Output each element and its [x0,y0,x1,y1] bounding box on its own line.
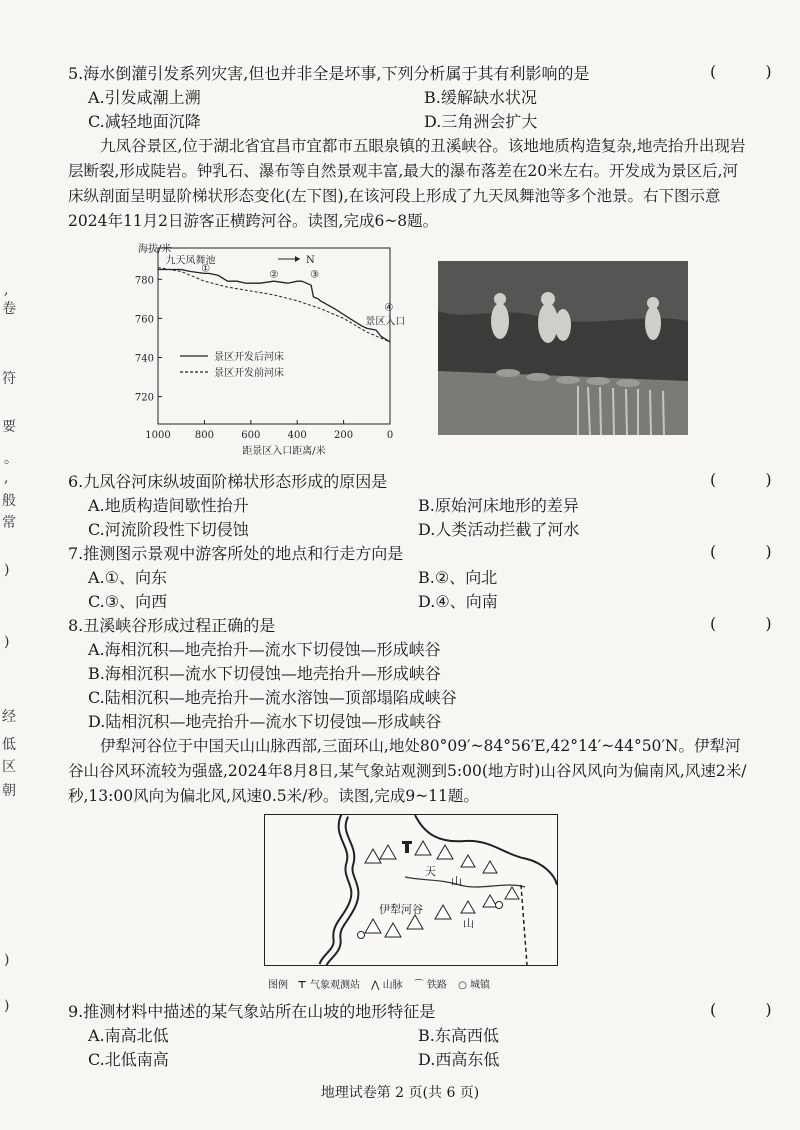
option-a: A.海相沉积—地壳抬升—流水下切侵蚀—形成峡谷 [88,640,441,659]
town-icon [496,902,503,909]
option-c: C.③、向西 [88,592,168,611]
legend-item-mountain: 山脉 [382,980,403,991]
option-a: A.地质构造间歇性抬升 [88,496,249,515]
option-b: B.缓解缺水状况 [424,88,537,107]
river-profile-chart [128,238,408,460]
x-tick-label: 400 [287,430,307,441]
y-axis-label: 海拔/米 [138,244,172,255]
option-b: B.东高西低 [418,1026,499,1045]
map-legend [268,976,490,991]
margin-mark: ) [4,952,10,968]
answer-paren: ( ) [710,62,794,81]
margin-mark: , [4,470,9,486]
margin-mark: 低 [2,737,16,753]
margin-mark: 符 [2,371,16,387]
chart-annotation: ① [201,263,211,275]
weather-station-icon [402,841,412,853]
weather-station-icon: ⊤ [297,980,307,991]
passage-jiufenggu: 九凤谷景区,位于湖北省宜昌市宜都市五眼泉镇的丑溪峡谷。该地地质构造复杂,地壳抬升出现岩层断裂,形成陡岩。钟乳石、瀑布等自然景观丰富,最大的瀑布落差在20米左右。开发成为景区后,河床纵剖面呈明显阶梯状形态变化(左下图),在该河段上形成了九天凤舞池等多个池景。右下图示意2024年11月2日游客正横跨河谷。读图,完成6~8题。 [68,137,746,230]
map-label-yili-valley: 伊犁河谷 [379,903,423,916]
answer-paren: ( ) [710,542,794,561]
mountain-icon: ⋀ [371,980,380,991]
north-label: N [306,255,315,266]
map-label-shan-2: 山 [463,917,474,930]
margin-mark: ) [4,634,10,650]
chart-annotation: 景区入口 [365,316,406,328]
y-tick-label: 740 [134,353,154,365]
legend-item-town: 城镇 [470,980,491,991]
tourists-photo [438,261,688,435]
question-stem: 7.推测图示景观中游客所处的地点和行走方向是 [68,544,404,563]
margin-mark: 要 [2,419,16,435]
margin-mark: 卷 [2,301,16,317]
yili-valley-map [264,814,558,966]
answer-paren: ( ) [710,614,794,633]
option-b: B.原始河床地形的差异 [418,496,579,515]
y-tick-label: 780 [134,275,154,287]
x-tick-label: 200 [334,430,354,441]
question-stem: 8.丑溪峡谷形成过程正确的是 [68,616,276,635]
margin-mark: 朝 [2,783,16,799]
option-d: D.西高东低 [418,1050,500,1069]
question-stem: 6.九凤谷河床纵坡面阶梯状形态形成的原因是 [68,472,388,491]
answer-paren: ( ) [710,1000,794,1019]
passage-yili: 伊犁河谷位于中国天山山脉西部,三面环山,地处80°09′~84°56′E,42°14′~44°50′N。伊犁河谷山谷风环流较为强盛,2024年8月8日,某气象站观测到5:00(地方时)山谷风风向为偏南风,风速2米/秒,13:00风向为偏北风,风速0.5米/秒。读图,完成9~11题。 [68,737,747,805]
option-d: D.人类活动拦截了河水 [418,520,580,539]
town-icon [358,932,365,939]
river [405,877,525,887]
option-c: C.减轻地面沉降 [88,112,201,131]
option-b: B.海相沉积—流水下切侵蚀—地壳抬升—形成峡谷 [88,664,441,683]
option-a: A.引发咸潮上溯 [88,88,201,107]
x-tick-label: 0 [386,430,394,441]
legend-item-railway: 铁路 [426,980,447,991]
town-icon: ○ [458,980,467,991]
answer-paren: ( ) [710,470,794,489]
option-c: C.河流阶段性下切侵蚀 [88,520,249,539]
page-footer: 地理试卷第 2 页(共 6 页) [320,1085,480,1101]
option-a: A.①、向东 [88,568,167,587]
photo-scene [438,261,688,435]
y-tick-label: 760 [134,314,154,326]
chart-annotation: ② [269,269,279,281]
series-line-1 [158,270,390,342]
option-b: B.②、向北 [418,568,498,587]
margin-mark: 般 [2,493,16,509]
north-arrow-head-icon [295,256,300,262]
x-tick-label: 600 [241,430,261,441]
map-drawing [265,815,557,965]
y-tick-label: 720 [134,392,154,404]
railway-icon: ⌒ [413,980,424,991]
margin-mark: ) [4,998,10,1014]
margin-mark: 常 [2,515,16,531]
legend-label: 景区开发后河床 [214,352,284,363]
question-stem: 9.推测材料中描述的某气象站所在山坡的地形特征是 [68,1002,436,1021]
x-tick-label: 1000 [145,430,171,441]
option-d: D.陆相沉积—地壳抬升—流水下切侵蚀—形成峡谷 [88,712,442,731]
railway [415,815,557,885]
option-a: A.南高北低 [88,1026,169,1045]
option-c: C.陆相沉积—地壳抬升—流水溶蚀—顶部塌陷成峡谷 [88,688,457,707]
margin-mark: ) [4,562,10,578]
chart-annotation: ③ [310,269,320,281]
map-label-tian: 天 [425,865,436,878]
option-c: C.北低南高 [88,1050,169,1069]
chart-annotation: 九天凤舞池 [165,255,216,267]
question-stem: 5.海水倒灌引发系列灾害,但也并非全是坏事,下列分析属于其有利影响的是 [68,64,590,83]
margin-mark: 经 [2,709,16,725]
option-d: D.三角洲会扩大 [424,112,538,131]
x-tick-label: 800 [194,430,214,441]
margin-mark: 。 [4,451,18,467]
legend-title: 图例 [268,980,288,991]
chart-annotation: ④ [384,302,394,314]
option-d: D.④、向南 [418,592,498,611]
margin-mark: 区 [2,759,16,775]
margin-mark: , [4,282,9,298]
x-axis-label: 距景区入口距离/米 [242,446,326,457]
legend-label: 景区开发前河床 [214,368,284,379]
map-label-shan: 山 [451,875,462,888]
legend-item-station: 气象观测站 [309,980,360,991]
